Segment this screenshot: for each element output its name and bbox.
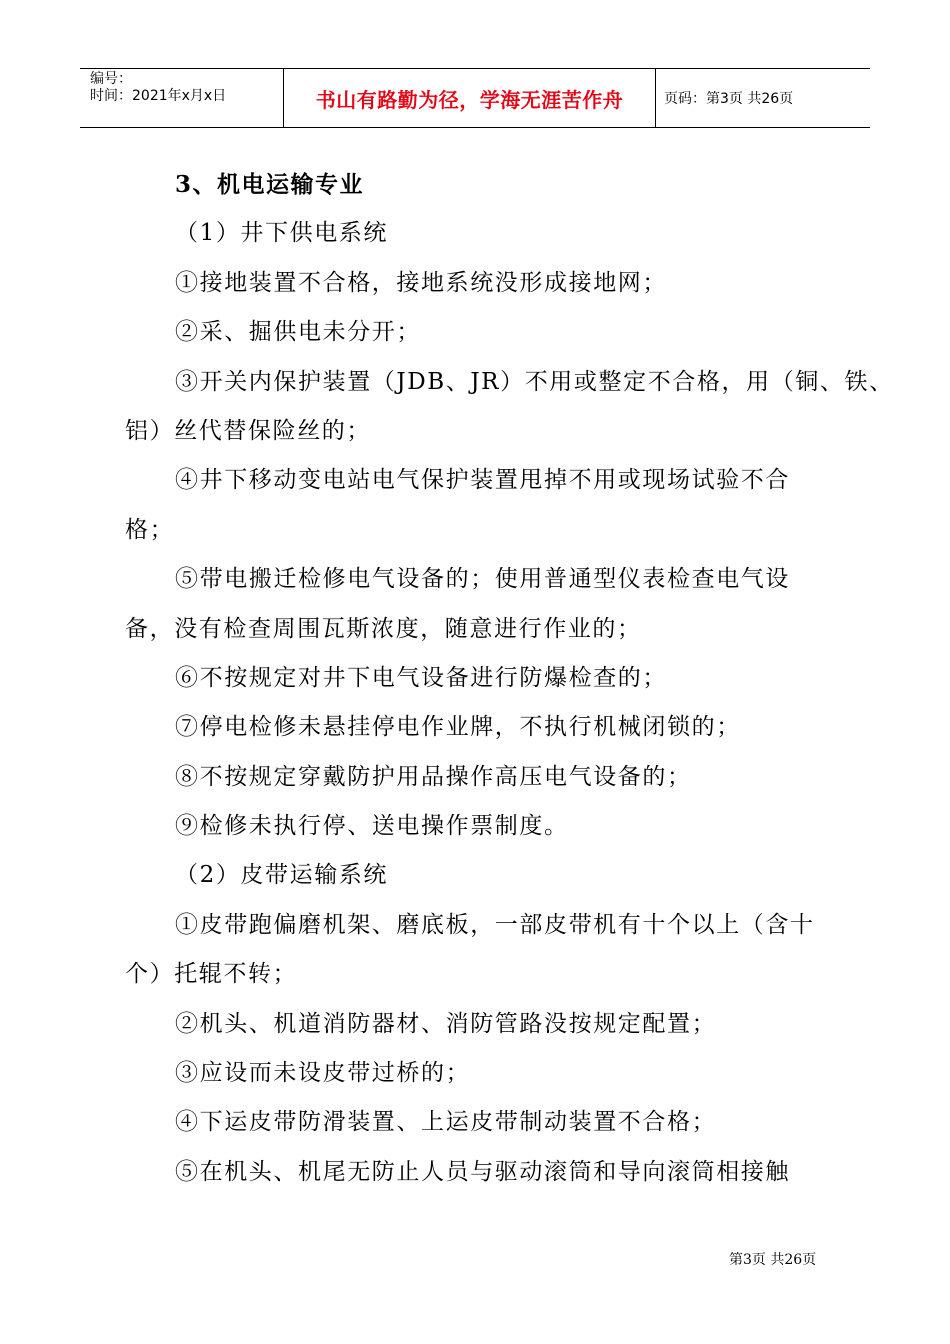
- subsection-heading: （2）皮带运输系统: [175, 862, 389, 889]
- body-line: ④下运皮带防滑装置、上运皮带制动装置不合格；: [175, 1109, 717, 1136]
- section-heading: 3、机电运输专业: [175, 171, 365, 198]
- document-body: [125, 160, 894, 1197]
- body-line: ④井下移动变电站电气保护装置甩掉不用或现场试验不合: [175, 467, 790, 494]
- body-line: ②采、掘供电未分开；: [175, 319, 421, 346]
- body-line: ③应设而未设皮带过桥的；: [175, 1060, 471, 1087]
- body-line: ⑨检修未执行停、送电操作票制度。: [175, 813, 569, 840]
- body-line: ②机头、机道消防器材、消防管路没按规定配置；: [175, 1010, 717, 1037]
- body-line: 格；: [125, 516, 175, 543]
- body-line: 个）托辊不转；: [125, 961, 298, 988]
- body-line: 备，没有检查周围瓦斯浓度，随意进行作业的；: [125, 615, 642, 642]
- body-line: ①皮带跑偏磨机架、磨底板，一部皮带机有十个以上（含十: [175, 911, 815, 938]
- number-label: 编号：: [90, 71, 132, 87]
- body-line: ⑦停电检修未悬挂停电作业牌，不执行机械闭锁的；: [175, 714, 741, 741]
- header-page-info: 页码：第3页 共26页: [664, 91, 794, 107]
- body-line: ①接地装置不合格，接地系统没形成接地网；: [175, 269, 667, 296]
- body-line: 铝）丝代替保险丝的；: [125, 417, 371, 444]
- time-label: 时间：2021年x月x日: [90, 88, 227, 104]
- page-header: [80, 68, 870, 128]
- body-line: ⑤带电搬迁检修电气设备的；使用普通型仪表检查电气设: [175, 566, 790, 593]
- subsection-heading: （1）井下供电系统: [175, 220, 389, 247]
- page-footer: 第3页 共26页: [729, 1252, 817, 1268]
- body-line: ⑤在机头、机尾无防止人员与驱动滚筒和导向滚筒相接触: [175, 1158, 790, 1185]
- body-line: ③开关内保护装置（JDB、JR）不用或整定不合格，用（铜、铁、: [175, 368, 894, 395]
- header-motto: 书山有路勤为径，学海无涯苦作舟: [283, 69, 656, 127]
- body-line: ⑥不按规定对井下电气设备进行防爆检查的；: [175, 664, 667, 691]
- header-meta: [80, 69, 283, 127]
- body-line: ⑧不按规定穿戴防护用品操作高压电气设备的；: [175, 763, 692, 790]
